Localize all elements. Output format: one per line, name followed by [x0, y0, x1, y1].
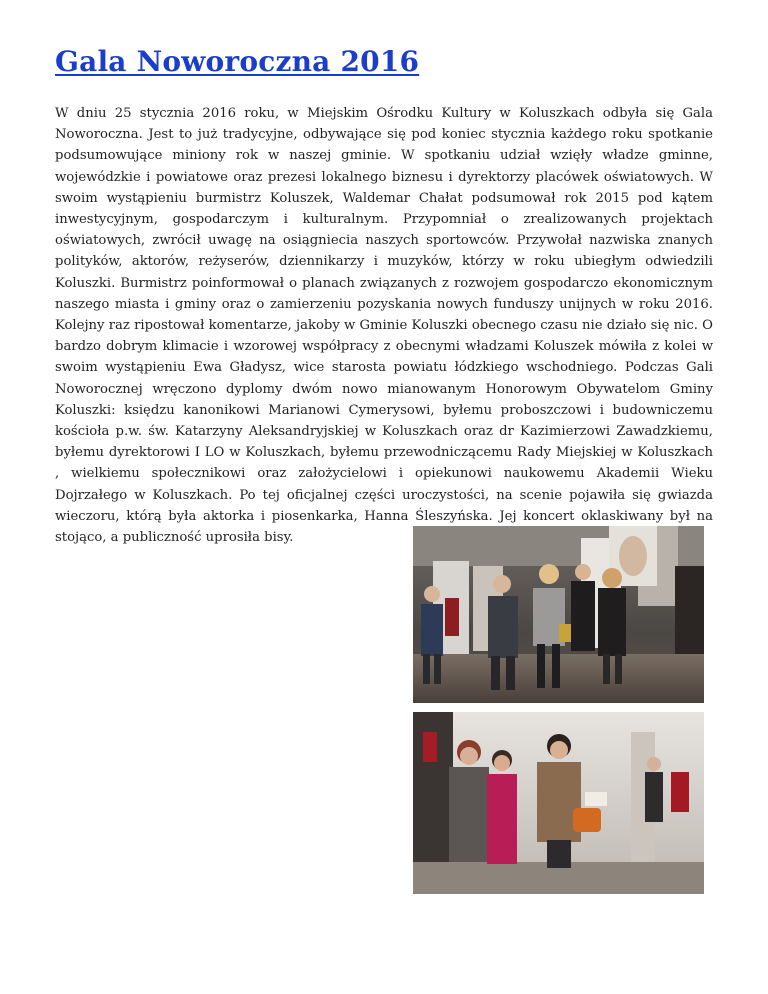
article-body: W dniu 25 stycznia 2016 roku, w Miejskim Ośrodku Kultury w Koluszkach odbyła się Gala Noworoczna. Jest to już tradycyjne, odbywające się pod koniec stycznia każdego roku spotkanie podsumowujące miniony rok w naszej gminie. W spotkaniu udział wzięły władze gminne, wojewódzkie i powiatowe oraz prezesi lokalnego biznesu i dyrektorzy placówek oświatowych. W swoim wystąpieniu burmistrz Koluszek, Waldemar Chałat podsumował rok 2015 pod kątem inwestycyjnym, gospodarczym i kulturalnym. Przypomniał o zrealizowanych projektach oświatowych, zwrócił uwagę na osiągniecia naszych sportowców. Przywołał nazwiska znanych polityków, aktorów, reżyserów, dziennikarzy i muzyków, którzy w roku ubiegłym odwiedzili Koluszki. Burmistrz poinformował o planach związanych z rozwojem gospodarczo ekonomicznym naszego miasta i gminy oraz o zamierzeniu pozyskania nowych funduszy unijnych w roku 2016. Kolejny raz ripostował komentarze, jakoby w Gminie Koluszki obecnego czasu nie działo się nic. O bardzo dobrym klimacie i wzorowej współpracy z obecnymi władzami Koluszek mówiła z kolei w swoim wystąpieniu Ewa Gładysz, wice starosta powiatu łódzkiego wschodniego. Podczas Gali Noworocznej wręczono dyplomy dwóm nowo mianowanym Honorowym Obywatelom Gminy Koluszki: księdzu kanonikowi Marianowi Cymerysowi, byłemu proboszczowi i budowniczemu kościoła p.w. św. Katarzyny Aleksandryjskiej w Koluszkach oraz dr Kazimierzowi Zawadzkiemu, byłemu dyrektorowi I LO w Koluszkach, byłemu przewodniczącemu Rady Miejskiej w Koluszkach , wielkiemu społecznikowi oraz założycielowi i opiekunowi naukowemu Akademii Wieku Dojrzałego w Koluszkach. Po tej oficjalnej części uroczystości, na scenie pojawiła się gwiazda wieczoru, którą była aktorka i piosenkarka, Hanna Śleszyńska. Jej koncert oklaskiwany był na stojąco, a publiczność uprosiła bisy.: [55, 106, 713, 546]
page-title: [55, 44, 419, 80]
photo-gala-women-with-diplomas: [413, 712, 704, 894]
photo-gala-guests-walking: [413, 526, 704, 703]
title-link[interactable]: Gala Noworoczna 2016: [55, 45, 420, 78]
